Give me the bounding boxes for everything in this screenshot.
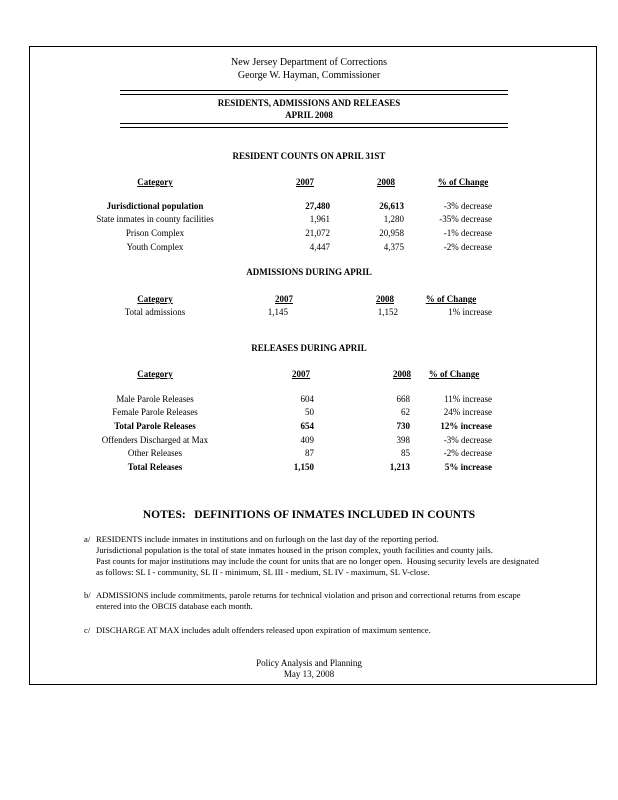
table-row-2007: 654 xyxy=(300,421,314,431)
table-row-2008: 4,375 xyxy=(383,242,404,252)
table-row-2008: 1,213 xyxy=(389,462,410,472)
table-row-category: Total Releases xyxy=(127,462,183,472)
table-row-change: -3% decrease xyxy=(443,435,492,445)
table-row-change: -35% decrease xyxy=(439,214,492,224)
col-2007-header: 2007 xyxy=(296,177,314,187)
note-marker-c: c/ xyxy=(84,625,91,635)
table-row-category: Other Releases xyxy=(127,448,183,458)
table-row-2008: 85 xyxy=(401,448,410,458)
table-row-2008: 20,958 xyxy=(379,228,404,238)
table-row-category: Male Parole Releases xyxy=(116,394,194,404)
title-rule-bottom-2 xyxy=(120,127,508,128)
table-row-change: -3% decrease xyxy=(443,201,492,211)
table-row-change: -2% decrease xyxy=(443,448,492,458)
notes-heading: NOTES: DEFINITIONS OF INMATES INCLUDED IN COUNTS xyxy=(142,509,476,521)
col-category-header: Category xyxy=(137,177,173,187)
table-row-change: -2% decrease xyxy=(443,242,492,252)
col-2008-header: 2008 xyxy=(393,369,411,379)
note-a-line-3: Past counts for major institutions may include the count for units that are no longer open. Housing security levels are designated xyxy=(96,556,539,566)
note-b-line-2: entered into the OBCIS database each month. xyxy=(96,601,253,611)
department-name: New Jersey Department of Corrections xyxy=(230,57,388,68)
note-a-line-4: as follows: SL I - community, SL II - minimum, SL III - medium, SL IV - maximum, SL V-close. xyxy=(96,567,430,577)
table-row-category: Prison Complex xyxy=(125,228,185,238)
table-row-2007: 4,447 xyxy=(309,242,330,252)
table-row-category: Youth Complex xyxy=(126,242,184,252)
table-row-2007: 21,072 xyxy=(305,228,330,238)
note-marker-b: b/ xyxy=(84,590,91,600)
table-row-2008: 730 xyxy=(396,421,410,431)
table-row-category: Total admissions xyxy=(124,307,186,317)
col-change-header: % of Change xyxy=(428,369,480,379)
col-category-header: Category xyxy=(137,294,173,304)
releases-heading: RELEASES DURING APRIL xyxy=(251,343,367,353)
resident-counts-heading: RESIDENT COUNTS ON APRIL 31ST xyxy=(232,151,386,161)
footer-date: May 13, 2008 xyxy=(283,669,335,679)
title-rule-top-1 xyxy=(120,90,508,91)
col-change-header: % of Change xyxy=(425,294,477,304)
col-2008-header: 2008 xyxy=(376,294,394,304)
table-row-change: 24% increase xyxy=(443,407,492,417)
table-row-2007: 1,961 xyxy=(309,214,330,224)
report-title: RESIDENTS, ADMISSIONS AND RELEASES xyxy=(217,98,401,108)
table-row-2007: 604 xyxy=(300,394,314,404)
table-row-2008: 668 xyxy=(396,394,410,404)
col-2008-header: 2008 xyxy=(377,177,395,187)
note-b-line-1: ADMISSIONS include commitments, parole returns for technical violation and prison and correctional returns from escape xyxy=(96,590,521,600)
table-row-change: 12% increase xyxy=(440,421,492,431)
col-change-header: % of Change xyxy=(437,177,489,187)
table-row-change: 11% increase xyxy=(444,394,492,404)
table-row-change: 1% increase xyxy=(448,307,492,317)
note-marker-a: a/ xyxy=(84,534,91,544)
footer-office: Policy Analysis and Planning xyxy=(256,658,362,668)
table-row-2007: 409 xyxy=(300,435,314,445)
col-category-header: Category xyxy=(137,369,173,379)
table-row-2007: 50 xyxy=(305,407,314,417)
table-row-change: -1% decrease xyxy=(443,228,492,238)
table-row-category: Jurisdictional population xyxy=(106,201,204,211)
table-row-2007: 1,145 xyxy=(267,307,288,317)
table-row-category: Offenders Discharged at Max xyxy=(101,435,209,445)
table-row-2007: 87 xyxy=(305,448,314,458)
title-rule-top-2 xyxy=(120,94,508,95)
commissioner-name: George W. Hayman, Commissioner xyxy=(237,70,381,81)
note-c-line-1: DISCHARGE AT MAX includes adult offenders released upon expiration of maximum sentence. xyxy=(96,625,431,635)
table-row-2008: 26,613 xyxy=(379,201,404,211)
table-row-change: 5% increase xyxy=(444,462,492,472)
table-row-2008: 1,152 xyxy=(377,307,398,317)
table-row-category: Total Parole Releases xyxy=(114,421,196,431)
col-2007-header: 2007 xyxy=(292,369,310,379)
col-2007-header: 2007 xyxy=(275,294,293,304)
note-a-line-2: Jurisdictional population is the total of state inmates housed in the prison complex, youth facilities and county jails. xyxy=(96,545,493,555)
table-row-2008: 398 xyxy=(396,435,410,445)
report-period: APRIL 2008 xyxy=(285,110,333,120)
note-a-line-1: RESIDENTS include inmates in institutions and on furlough on the last day of the reporting period. xyxy=(96,534,439,544)
table-row-2008: 62 xyxy=(401,407,410,417)
title-rule-bottom-1 xyxy=(120,123,508,124)
table-row-2007: 27,480 xyxy=(305,201,330,211)
table-row-2007: 1,150 xyxy=(293,462,314,472)
table-row-category: State inmates in county facilities xyxy=(96,214,214,224)
table-row-2008: 1,280 xyxy=(383,214,404,224)
table-row-category: Female Parole Releases xyxy=(112,407,198,417)
admissions-heading: ADMISSIONS DURING APRIL xyxy=(246,267,372,277)
